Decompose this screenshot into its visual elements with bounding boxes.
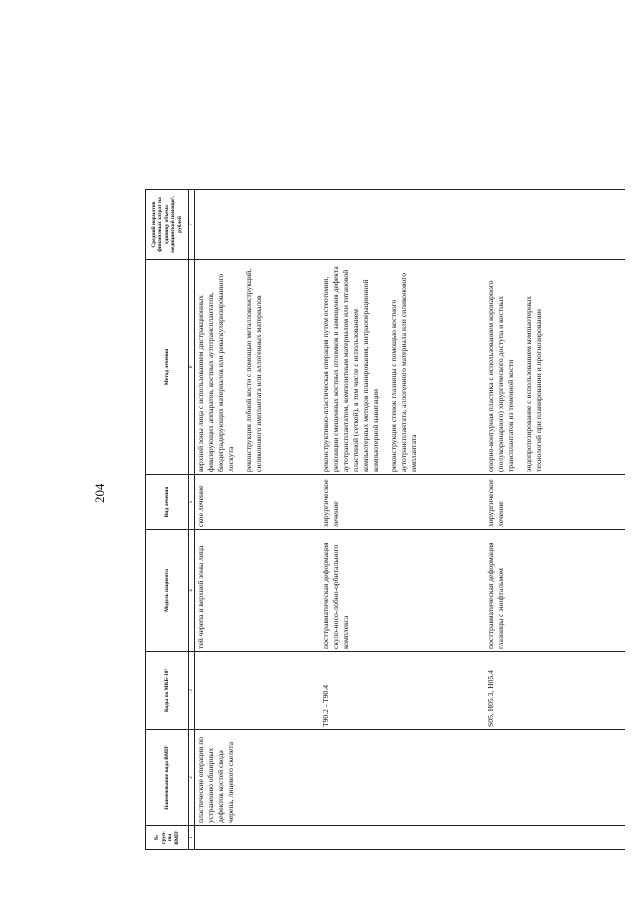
column-number: 7 <box>189 190 195 260</box>
table-header-row <box>146 190 189 850</box>
cell-name <box>320 730 485 826</box>
cell-cost <box>195 190 320 260</box>
header-model: Модель пациента <box>146 530 189 652</box>
column-number: 3 <box>189 652 195 730</box>
header-name: Наименование вида ВМП¹ <box>146 730 189 826</box>
cell-model: посттравматическая деформация глазницы с энофтальмом <box>485 530 625 652</box>
cell-method <box>195 260 320 475</box>
cell-name <box>485 730 625 826</box>
method-text: реконструкция стенок глазницы с помощью костного аутотрансплантата, аллогенного материала или силиконового имплантата <box>388 273 418 472</box>
cell-treatment: ское лечение <box>195 475 320 530</box>
table-row <box>320 190 485 850</box>
cell-method <box>485 260 625 475</box>
cell-method <box>320 260 485 475</box>
cell-group <box>320 826 485 850</box>
cell-name: пластические операции по устранению обширных дефектов костей свода черепа, лицевого скелета <box>195 730 320 826</box>
method-text: опорно-контурная пластика с использованием коронарного (полукоронарного) хирургического доступа и костных трансплантатов из теменной кости <box>485 280 515 472</box>
header-codes: Коды по МКБ-10² <box>146 652 189 730</box>
column-number: 1 <box>189 826 195 850</box>
method-text: эндопротезирование с использованием компьютерных технологий при планировании и прогнозировании <box>523 295 543 472</box>
cell-model: тей черепа и верхней зоны лица <box>195 530 320 652</box>
page-number: 204 <box>92 483 107 503</box>
cell-group <box>485 826 625 850</box>
rotated-table-container <box>145 190 640 850</box>
column-number: 4 <box>189 530 195 652</box>
column-number: 2 <box>189 730 195 826</box>
cell-codes: T90.2 - T90.4 <box>320 652 485 730</box>
cell-model: посттравматическая деформация скуло-носо-лобно-орбитального комплекса <box>320 530 485 652</box>
table-row <box>195 190 320 850</box>
cell-treatment: хирургическое лечение <box>320 475 485 530</box>
column-number: 5 <box>189 475 195 530</box>
column-number: 6 <box>189 260 195 475</box>
cell-treatment: хирургическое лечение <box>485 475 625 530</box>
header-group: № груп-пы ВМП¹ <box>146 826 189 850</box>
header-method: Метод лечения <box>146 260 189 475</box>
cell-cost <box>320 190 485 260</box>
cell-codes <box>195 652 320 730</box>
method-text: реконструктивно-пластическая операция путем остеотомии, репозиции смещенных костных отломков и замещения дефекта аутотрансплантатом, композитным материалом или титановой пластиной (сеткой), в том числе с использованием компьютерных методов планирования, интраоперационной компьютерной навигации <box>320 266 380 472</box>
cell-codes: S05, H05.3, H05.4 <box>485 652 625 730</box>
method-text: верхней зоны лица с использованием дистракционных фиксирующих аппаратов, костных аутотрансплантатов, биодеградирующих материалов или реваскуляризированного лоскута <box>196 273 235 472</box>
header-cost: Средний норматив финансовых затрат на единицу объема медицинской помощи³, рублей <box>146 190 189 260</box>
cell-cost <box>485 190 625 260</box>
header-treatment: Вид лечения <box>146 475 189 530</box>
cell-group <box>195 826 320 850</box>
table-row <box>485 190 625 850</box>
method-text: реконструкция лобной кости с помощью металлоконструкций, силиконового имплантата или аллогенных материалов <box>244 268 263 472</box>
vmp-table <box>145 189 625 850</box>
